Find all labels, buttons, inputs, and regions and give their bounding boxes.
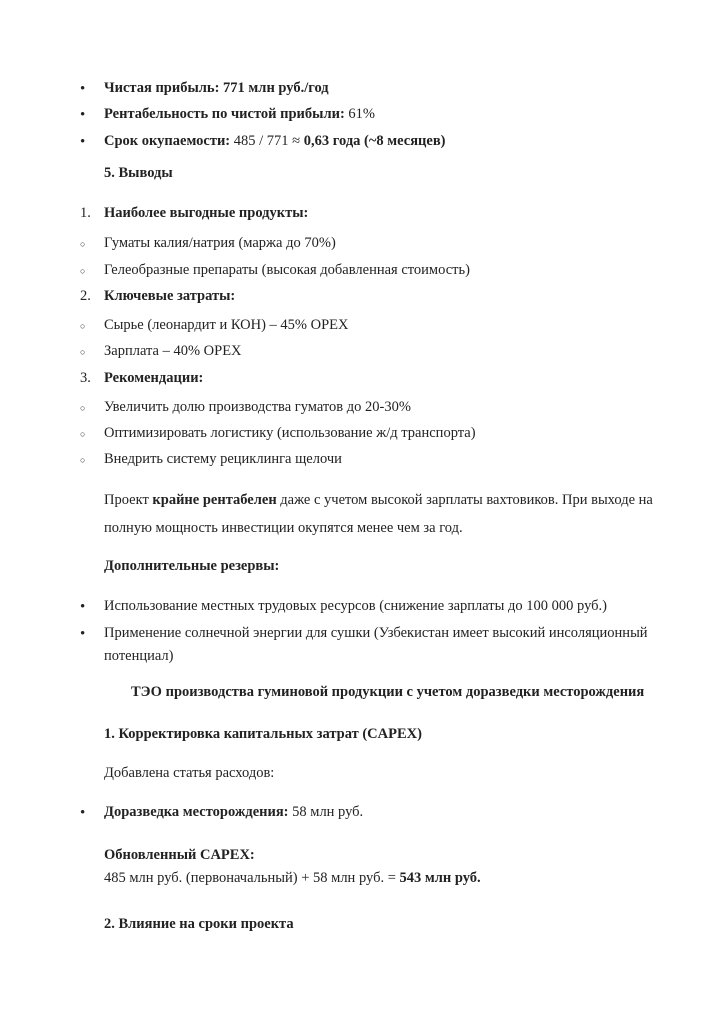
bullet-icon [80, 79, 85, 100]
list-number: 2. [80, 288, 91, 304]
list-item: Оптимизировать логистику (использование ж/д транспорта) [104, 425, 476, 441]
teo-heading: ТЭО производства гуминовой продукции с учетом доразведки месторождения [131, 684, 645, 700]
conclusion-title-products: Наиболее выгодные продукты: [104, 205, 309, 221]
circle-bullet-icon [80, 398, 85, 418]
circle-bullet-icon [80, 316, 85, 336]
added-item-label: Добавлена статья расходов: [104, 765, 275, 781]
list-item: Гуматы калия/натрия (маржа до 70%) [104, 235, 336, 251]
bullet-icon [80, 132, 85, 153]
list-item: Увеличить долю производства гуматов до 20-30% [104, 399, 411, 415]
circle-bullet-icon [80, 261, 85, 281]
conclusion-title-recommendations: Рекомендации: [104, 370, 204, 386]
net-margin-line: Рентабельность по чистой прибыли: 61% [104, 106, 375, 122]
summary-paragraph: Проект крайне рентабелен даже с учетом высокой зарплаты вахтовиков. При выходе на [104, 492, 653, 508]
list-item: Внедрить систему рециклинга щелочи [104, 451, 342, 467]
bullet-icon [80, 803, 85, 824]
list-number: 1. [80, 205, 91, 221]
list-item: Гелеобразные препараты (высокая добавленная стоимость) [104, 262, 470, 278]
list-item-continuation: потенциал) [104, 648, 174, 664]
circle-bullet-icon [80, 424, 85, 444]
list-item: Применение солнечной энергии для сушки (Узбекистан имеет высокий инсоляционный [104, 625, 648, 641]
list-item: Использование местных трудовых ресурсов (снижение зарплаты до 100 000 руб.) [104, 598, 607, 614]
list-number: 3. [80, 370, 91, 386]
bullet-icon [80, 105, 85, 126]
list-item: Сырье (леонардит и КОН) – 45% OPEX [104, 317, 349, 333]
reserves-title: Дополнительные резервы: [104, 558, 280, 574]
circle-bullet-icon [80, 342, 85, 362]
conclusion-title-costs: Ключевые затраты: [104, 288, 236, 304]
summary-paragraph-line-2: полную мощность инвестиции окупятся менее чем за год. [104, 520, 463, 536]
bullet-icon [80, 597, 85, 618]
bullet-icon [80, 624, 85, 645]
circle-bullet-icon [80, 234, 85, 254]
net-profit-line: Чистая прибыль: 771 млн руб./год [104, 80, 329, 96]
exploration-line: Доразведка месторождения: 58 млн руб. [104, 804, 364, 820]
payback-line: Срок окупаемости: 485 / 771 ≈ 0,63 года (~8 месяцев) [104, 133, 446, 149]
updated-capex-title: Обновленный CAPEX: [104, 847, 255, 863]
circle-bullet-icon [80, 450, 85, 470]
updated-capex-formula: 485 млн руб. (первоначальный) + 58 млн руб. = 543 млн руб. [104, 870, 481, 886]
list-item: Зарплата – 40% OPEX [104, 343, 242, 359]
timing-section-title: 2. Влияние на сроки проекта [104, 916, 294, 932]
capex-section-title: 1. Корректировка капитальных затрат (CAPEX) [104, 726, 422, 742]
section-5-title: 5. Выводы [104, 165, 173, 181]
